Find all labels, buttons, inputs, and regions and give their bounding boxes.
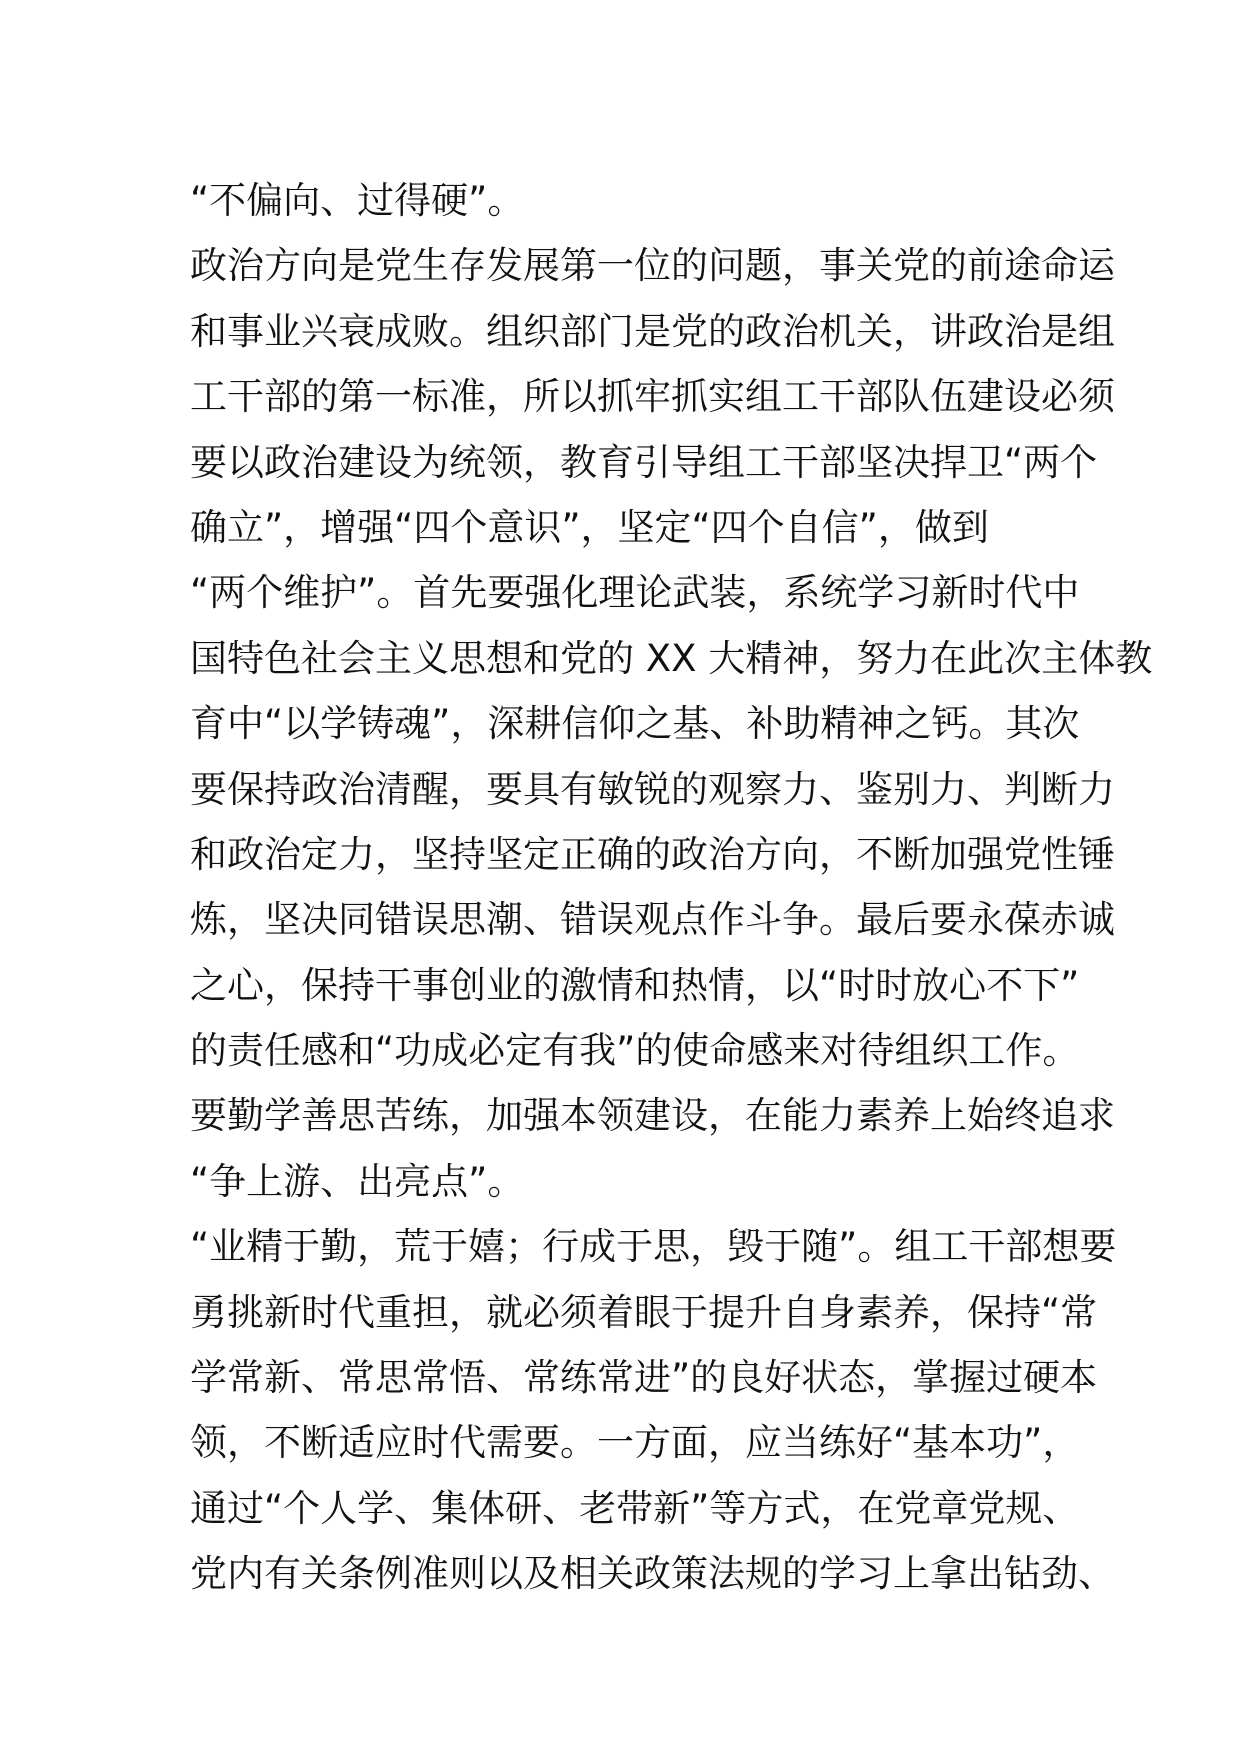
text-line: 通过“个人学、集体研、老带新”等方式，在党章党规、 [190,1486,1080,1530]
text-line: 工干部的第一标准，所以抓牢抓实组工干部队伍建设必须 [190,375,1115,419]
text-line: 党内有关条例准则以及相关政策法规的学习上拿出钻劲、 [190,1552,1115,1596]
text-line: “争上游、出亮点”。 [190,1159,525,1203]
text-line: 炼，坚决同错误思潮、错误观点作斗争。最后要永葆赤诚 [190,898,1115,942]
text-line: 勇挑新时代重担，就必须着眼于提升自身素养，保持“常 [190,1290,1098,1334]
text-line: 的责任感和“功成必定有我”的使命感来对待组织工作。 [190,1029,1080,1073]
text-line: 领，不断适应时代需要。一方面，应当练好“基本功”， [190,1421,1080,1465]
text-line: 要保持政治清醒，要具有敏锐的观察力、鉴别力、判断力 [190,767,1115,811]
text-line: 要勤学善思苦练，加强本领建设，在能力素养上始终追求 [190,1094,1115,1138]
text-line: 育中“以学铸魂”，深耕信仰之基、补助精神之钙。其次 [190,702,1080,746]
text-line: 国特色社会主义思想和党的 XX 大精神，努力在此次主体教 [190,636,1153,680]
document-body [190,168,1153,1607]
text-line: 和事业兴衰成败。组织部门是党的政治机关，讲政治是组 [190,309,1115,353]
text-line: 和政治定力，坚持坚定正确的政治方向，不断加强党性锤 [190,832,1115,876]
text-line: 之心，保持干事创业的激情和热情，以“时时放心不下” [190,963,1080,1007]
text-line: 学常新、常思常悟、常练常进”的良好状态，掌握过硬本 [190,1356,1098,1400]
text-line: “业精于勤，荒于嬉；行成于思，毁于随”。组工干部想要 [190,1225,1117,1269]
text-line: “两个维护”。首先要强化理论武装，系统学习新时代中 [190,571,1080,615]
text-line: 要以政治建设为统领，教育引导组工干部坚决捍卫“两个 [190,440,1098,484]
text-line: 政治方向是党生存发展第一位的问题，事关党的前途命运 [190,244,1115,288]
text-line: 确立”，增强“四个意识”，坚定“四个自信”，做到 [190,505,989,549]
text-line: “不偏向、过得硬”。 [190,179,525,222]
